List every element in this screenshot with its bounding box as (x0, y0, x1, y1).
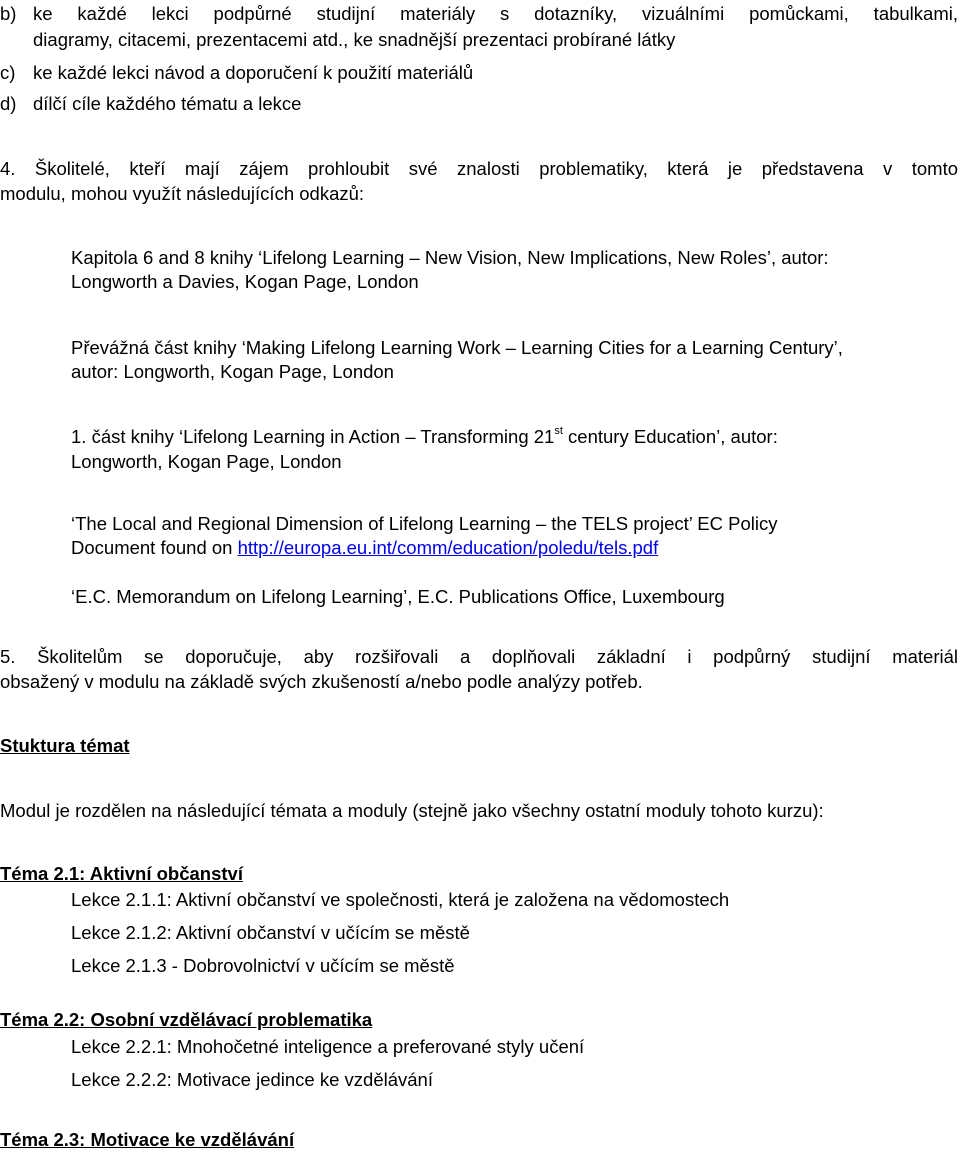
structure-intro: Modul je rozdělen na následující témata a moduly (stejně jako všechny ostatní moduly tohoto kurzu): (0, 800, 824, 821)
list-item-text: dílčí cíle každého tématu a lekce (33, 93, 302, 114)
list-item-b (0, 2, 958, 26)
list-item-d (0, 92, 301, 116)
reference-2: Převážná část knihy ‘Making Lifelong Learning Work – Learning Cities for a Learning Century’, (71, 337, 843, 358)
paragraph-point-4: 4. Školitelé, kteří mají zájem prohloubit své znalosti problematiky, která je představena v tomto (0, 158, 958, 179)
reference-4-cont (71, 536, 658, 560)
list-item-text: ke každé lekci návod a doporučení k použití materiálů (33, 62, 474, 83)
list-item-text-cont: diagramy, citacemi, prezentacemi atd., ke snadnější prezentaci probírané látky (33, 29, 676, 50)
lesson-item: Lekce 2.1.2: Aktivní občanství v učícím se městě (71, 922, 470, 943)
reference-3 (71, 425, 778, 449)
lesson-item: Lekce 2.1.3 - Dobrovolnictví v učícím se městě (71, 955, 455, 976)
reference-3-text-a: 1. část knihy ‘Lifelong Learning in Action – Transforming 21 (71, 426, 555, 447)
paragraph-point-5: 5. Školitelům se doporučuje, aby rozšiřovali a doplňovali základní i podpůrný studijní materiál (0, 646, 958, 667)
reference-4: ‘The Local and Regional Dimension of Lifelong Learning – the TELS project’ EC Policy (71, 513, 778, 534)
reference-3-cont: Longworth, Kogan Page, London (71, 451, 342, 472)
reference-1-cont: Longworth a Davies, Kogan Page, London (71, 271, 419, 292)
reference-2-cont: autor: Longworth, Kogan Page, London (71, 361, 394, 382)
lesson-item: Lekce 2.1.1: Aktivní občanství ve společnosti, která je založena na vědomostech (71, 889, 730, 910)
topic-title: Téma 2.1: Aktivní občanství (0, 863, 243, 884)
topic-title: Téma 2.3: Motivace ke vzdělávání (0, 1129, 295, 1150)
reference-3-text-b: century Education’, autor: (562, 426, 778, 447)
list-marker: c) (0, 62, 16, 83)
lesson-item: Lekce 2.2.2: Motivace jedince ke vzdělávání (71, 1069, 433, 1090)
list-item-text: ke každé lekci podpůrné studijní materiály s dotazníky, vizuálními pomůckami, tabulkami, (33, 3, 958, 24)
lesson-item: Lekce 2.2.1: Mnohočetné inteligence a preferované styly učení (71, 1036, 585, 1057)
list-marker: b) (0, 3, 17, 24)
section-heading: Stuktura témat (0, 735, 130, 756)
paragraph-point-5-cont: obsažený v modulu na základě svých zkušeností a/nebo podle analýzy potřeb. (0, 671, 643, 692)
list-marker: d) (0, 93, 17, 114)
paragraph-point-4-cont: modulu, mohou využít následujících odkazů: (0, 183, 365, 204)
list-item-c (0, 61, 473, 85)
reference-1: Kapitola 6 and 8 knihy ‘Lifelong Learning – New Vision, New Implications, New Roles’, autor: (71, 247, 829, 268)
reference-5: ‘E.C. Memorandum on Lifelong Learning’, E.C. Publications Office, Luxembourg (71, 586, 725, 607)
reference-4-prefix: Document found on (71, 537, 238, 558)
superscript-st: st (554, 425, 563, 437)
tels-document-link[interactable]: http://europa.eu.int/comm/education/poledu/tels.pdf (237, 537, 659, 558)
topic-title: Téma 2.2: Osobní vzdělávací problematika (0, 1009, 373, 1030)
